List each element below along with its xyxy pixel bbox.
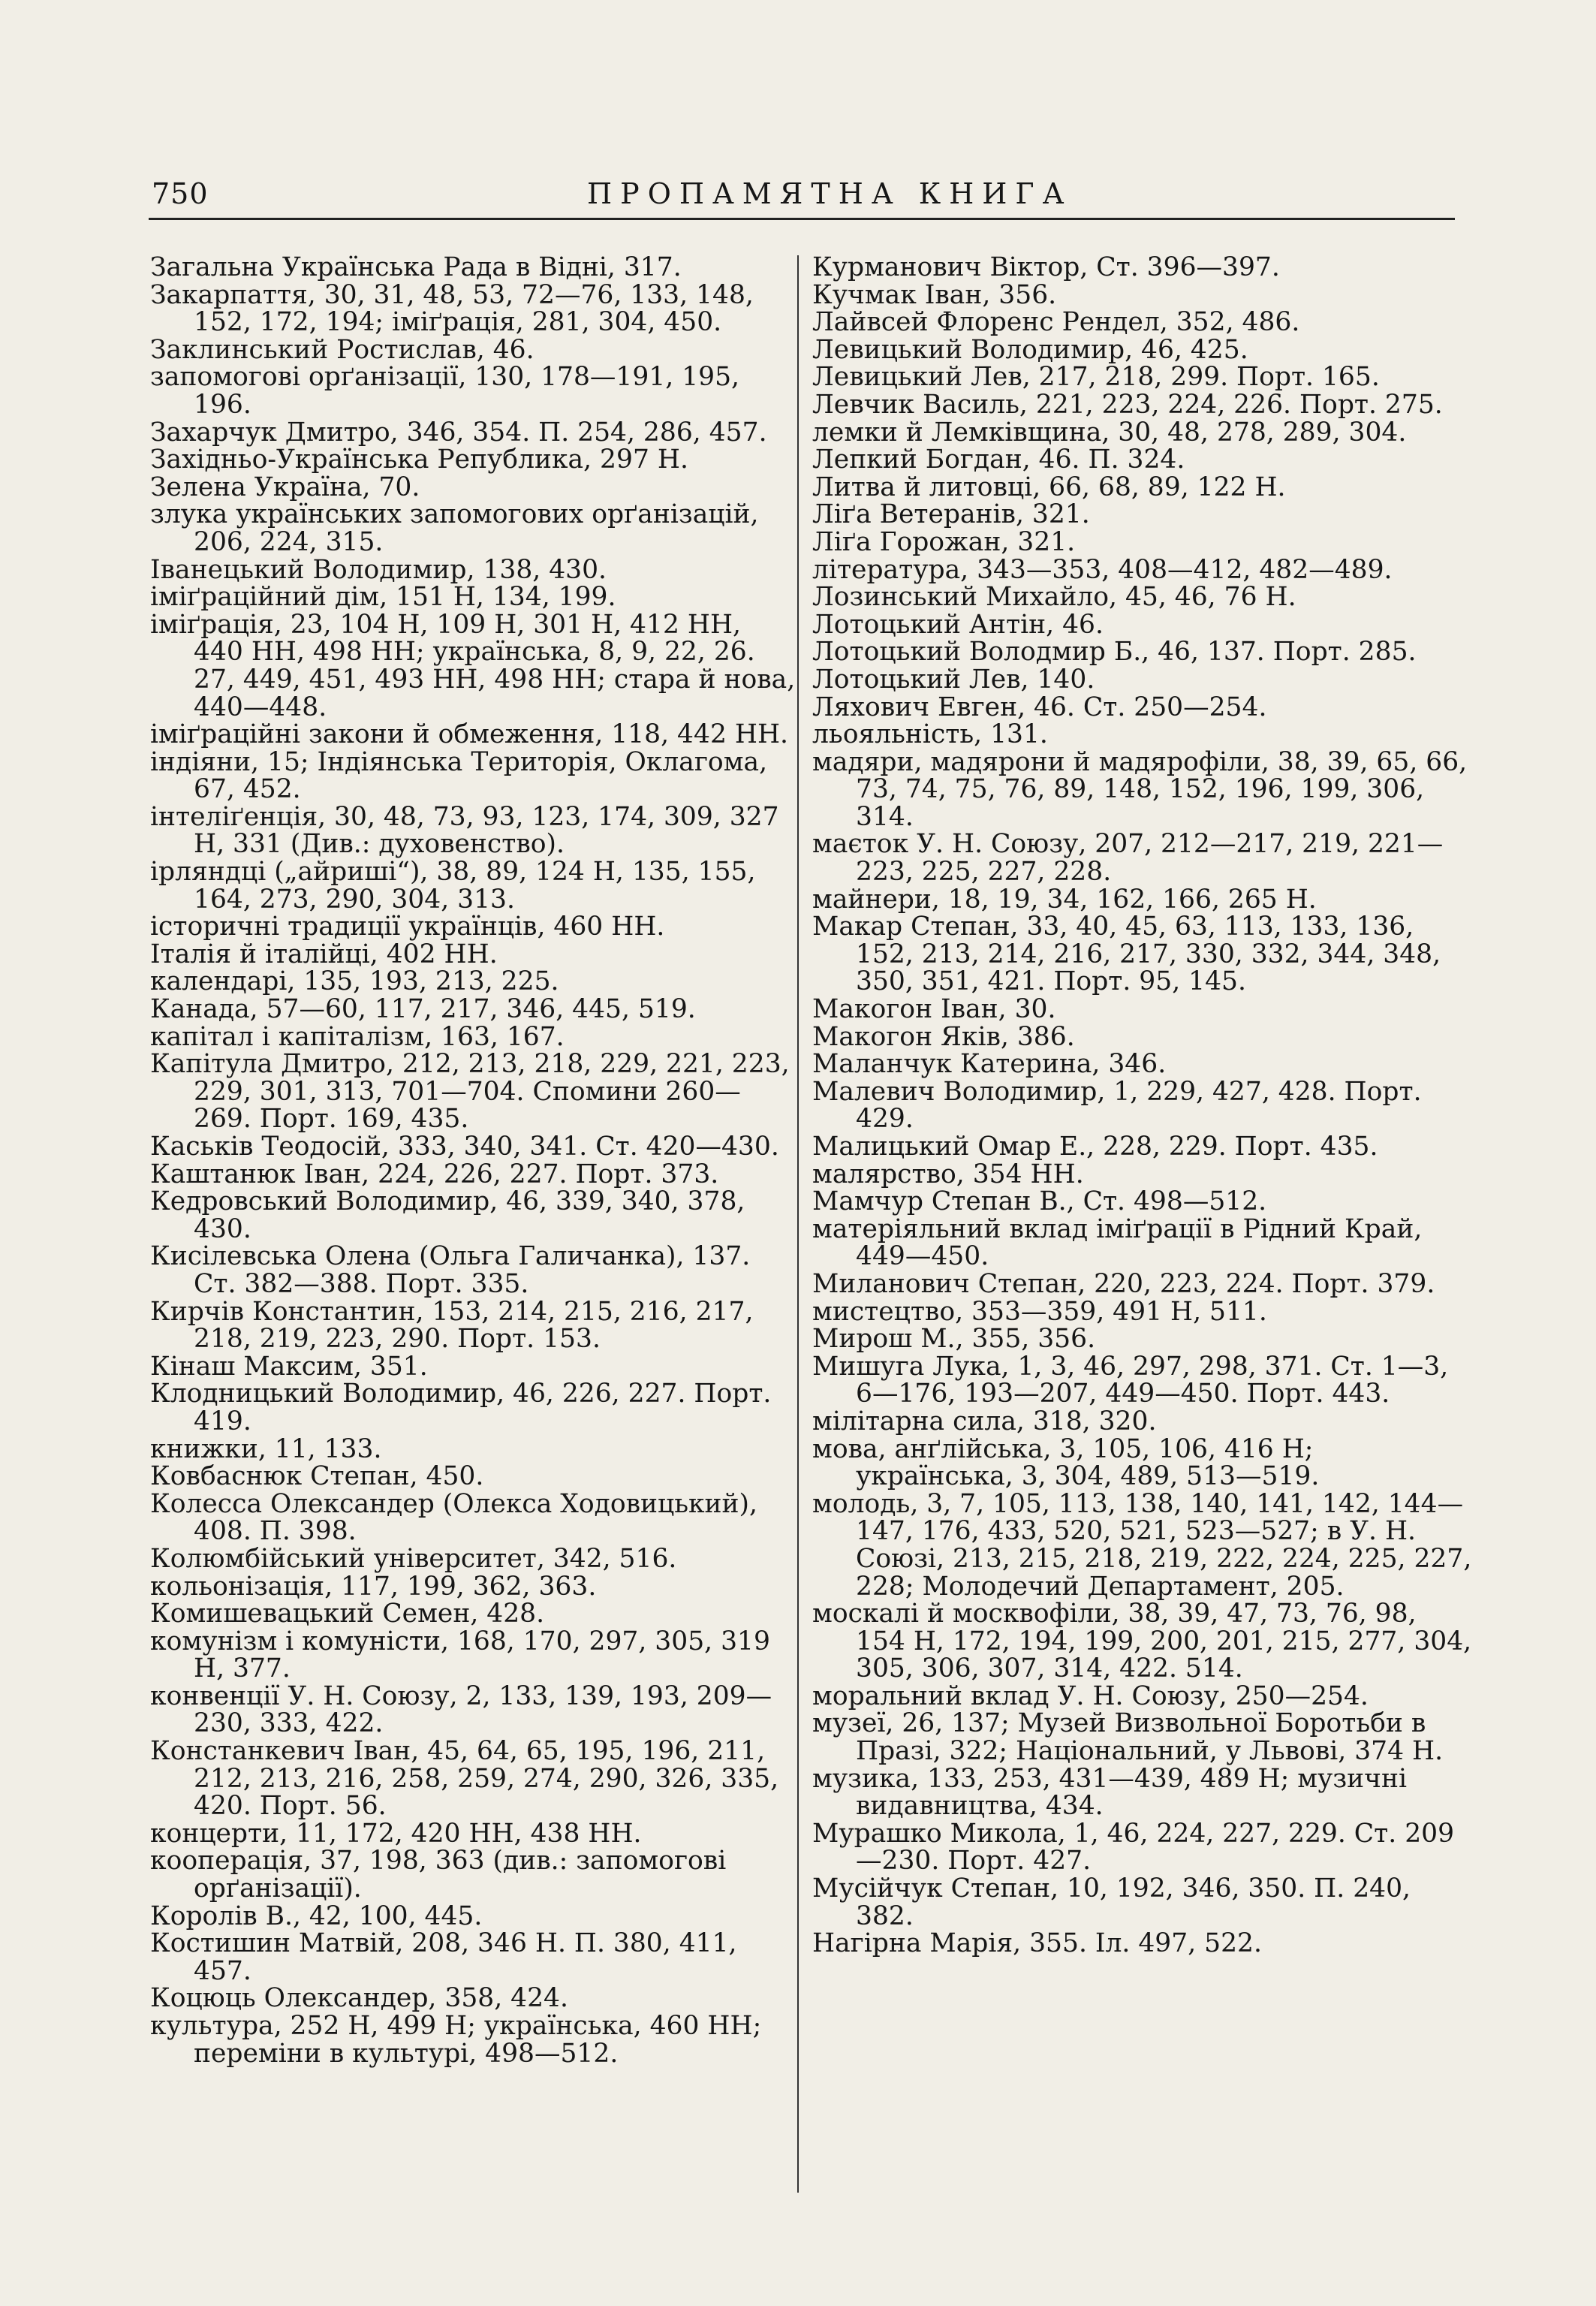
index-entry: Лайвсей Флоренс Рендел, 352, 486.	[812, 307, 1300, 338]
index-entry: Лотоцький Антін, 46.	[812, 609, 1104, 640]
header-rule	[149, 218, 1455, 220]
index-entry: Зелена Україна, 70.	[150, 472, 420, 502]
index-entry: Маланчук Катерина, 346.	[812, 1049, 1167, 1080]
index-entry: Лозинський Михайло, 45, 46, 76 Н.	[812, 582, 1296, 613]
index-entry: культура, 252 Н, 499 Н; українська, 460 НН; переміни в культурі, 498—512.	[150, 2011, 762, 2069]
index-entry: Західньо-Українська Република, 297 Н.	[150, 445, 688, 475]
index-entry: Королів В., 42, 100, 445.	[150, 1901, 483, 1931]
index-entry: Малицький Омар Е., 228, 229. Порт. 435.	[812, 1132, 1378, 1162]
index-entry: Лотоцький Володмир Б., 46, 137. Порт. 285.	[812, 637, 1417, 668]
index-entry: Лотоцький Лев, 140.	[812, 664, 1095, 695]
index-entry: молодь, 3, 7, 105, 113, 138, 140, 141, 142, 144—147, 176, 433, 520, 521, 523—527; в У. Н. Союзі, 213, 215, 218, 219, 222, 224, 225, 227, 228; Молодечий Департамент, 205.	[812, 1488, 1472, 1602]
index-entry: Макар Степан, 33, 40, 45, 63, 113, 133, 136, 152, 213, 214, 216, 217, 330, 332, 344, 348, 350, 351, 421. Порт. 95, 145.	[812, 912, 1441, 997]
index-entry: Миланович Степан, 220, 223, 224. Порт. 379.	[812, 1268, 1435, 1299]
index-entry: Мишуга Лука, 1, 3, 46, 297, 298, 371. Ст. 1—3, 6—176, 193—207, 449—450. Порт. 443.	[812, 1351, 1449, 1409]
index-entry: мадяри, мадярони й мадярофіли, 38, 39, 65, 66, 73, 74, 75, 76, 89, 148, 152, 196, 199, 306, 314.	[812, 746, 1468, 832]
index-entry: кольонізація, 117, 199, 362, 363.	[150, 1571, 597, 1602]
index-entry: Іванецький Володимир, 138, 430.	[150, 554, 607, 585]
index-entry: Капітула Дмитро, 212, 213, 218, 229, 221, 223, 229, 301, 313, 701—704. Спомини 260—269. Порт. 169, 435.	[150, 1049, 790, 1135]
index-entry: іміґраційний дім, 151 Н, 134, 199.	[150, 582, 616, 613]
index-entry: мілітарна сила, 318, 320.	[812, 1406, 1157, 1436]
index-entry: Левицький Лев, 217, 218, 299. Порт. 165.	[812, 362, 1380, 393]
index-entry: Малевич Володимир, 1, 229, 427, 428. Порт. 429.	[812, 1076, 1422, 1135]
index-entry: Колесса Олександер (Олекса Ходовицький), 408. П. 398.	[150, 1488, 757, 1547]
index-entry: Нагірна Марія, 355. Іл. 497, 522.	[812, 1928, 1262, 1959]
index-entry: моральний вклад У. Н. Союзу, 250—254.	[812, 1681, 1369, 1711]
index-entry: Мусійчук Степан, 10, 192, 346, 350. П. 240, 382.	[812, 1873, 1411, 1931]
index-entry: злука українських запомогових орґанізацій, 206, 224, 315.	[150, 499, 759, 557]
index-entry: кооперація, 37, 198, 363 (див.: запомогові орґанізації).	[150, 1846, 727, 1904]
index-entry: Кедровський Володимир, 46, 339, 340, 378, 430.	[150, 1186, 745, 1244]
index-entry: Литва й литовці, 66, 68, 89, 122 Н.	[812, 472, 1286, 502]
index-entry: календарі, 135, 193, 213, 225.	[150, 966, 559, 997]
index-entry: льояльність, 131.	[812, 719, 1048, 750]
index-entry: Кисілевська Олена (Ольга Галичанка), 137. Ст. 382—388. Порт. 335.	[150, 1241, 751, 1299]
page-number: 750	[152, 177, 209, 210]
column-divider	[797, 255, 799, 2193]
index-entry: комунізм і комуністи, 168, 170, 297, 305, 319 Н, 377.	[150, 1626, 770, 1684]
index-entry: Курманович Віктор, Ст. 396—397.	[812, 254, 1280, 282]
index-entry: Мирош М., 355, 356.	[812, 1324, 1096, 1355]
index-entry: Коцюць Олександер, 358, 424.	[150, 1983, 568, 2014]
index-entry: лемки й Лемківщина, 30, 48, 278, 289, 304.	[812, 417, 1407, 448]
index-entry: Каштанюк Іван, 224, 226, 227. Порт. 373.	[150, 1159, 719, 1189]
index-column-right	[812, 254, 1473, 2191]
index-entry: індіяни, 15; Індіянська Територія, Оклагома, 67, 452.	[150, 746, 768, 805]
index-entry: Колюмбійський університет, 342, 516.	[150, 1543, 677, 1574]
index-entry: Загальна Українська Рада в Відні, 317.	[150, 254, 682, 282]
index-entry: Мурашко Микола, 1, 46, 224, 227, 229. Ст. 209—230. Порт. 427.	[812, 1818, 1455, 1876]
index-entry: Ляхович Евген, 46. Ст. 250—254.	[812, 692, 1267, 722]
index-entry: інтеліґенція, 30, 48, 73, 93, 123, 174, 309, 327 Н, 331 (Див.: духовенство).	[150, 801, 779, 860]
index-entry: Комишевацький Семен, 428.	[150, 1599, 545, 1629]
index-entry: Левчик Василь, 221, 223, 224, 226. Порт. 275.	[812, 389, 1443, 420]
index-entry: Констанкевич Іван, 45, 64, 65, 195, 196, 211, 212, 213, 216, 258, 259, 274, 290, 326, 335, 420. Порт. 56.	[150, 1736, 779, 1822]
index-entry: Заклинський Ростислав, 46.	[150, 334, 535, 365]
index-entry: капітал і капіталізм, 163, 167.	[150, 1021, 565, 1052]
index-entry: Лепкий Богдан, 46. П. 324.	[812, 445, 1185, 475]
index-entry: Ліґа Горожан, 321.	[812, 526, 1076, 557]
index-entry: Ліґа Ветеранів, 321.	[812, 499, 1090, 530]
index-entry: Кучмак Іван, 356.	[812, 279, 1057, 310]
index-entry: Левицький Володимир, 46, 425.	[812, 334, 1248, 365]
index-entry: Ковбаснюк Степан, 450.	[150, 1461, 484, 1492]
index-entry: Захарчук Дмитро, 346, 354. П. 254, 286, 457.	[150, 417, 767, 448]
index-entry: мистецтво, 353—359, 491 Н, 511.	[812, 1296, 1267, 1327]
index-entry: Канада, 57—60, 117, 217, 346, 445, 519.	[150, 994, 696, 1025]
index-entry: маєток У. Н. Союзу, 207, 212—217, 219, 221—223, 225, 227, 228.	[812, 829, 1444, 888]
index-entry: майнери, 18, 19, 34, 162, 166, 265 Н.	[812, 884, 1317, 915]
index-entry: матеріяльний вклад іміґрації в Рідний Край, 449—450.	[812, 1213, 1423, 1272]
index-entry: малярство, 354 НН.	[812, 1159, 1084, 1189]
index-entry: іміґрація, 23, 104 Н, 109 Н, 301 Н, 412 НН, 440 НН, 498 НН; українська, 8, 9, 22, 26. 27, 449, 451, 493 НН, 498 НН; стара й нова, 440—448.	[150, 609, 796, 722]
index-entry: ірляндці („айриші“), 38, 89, 124 Н, 135, 155, 164, 273, 290, 304, 313.	[150, 857, 756, 915]
index-column-left	[150, 254, 796, 2191]
index-entry: книжки, 11, 133.	[150, 1433, 382, 1464]
index-entry: музика, 133, 253, 431—439, 489 Н; музичні видавництва, 434.	[812, 1763, 1407, 1822]
index-entry: Мамчур Степан В., Ст. 498—512.	[812, 1186, 1267, 1217]
index-entry: музеї, 26, 137; Музей Визвольної Боротьби в Празі, 322; Національний, у Львові, 374 Н.	[812, 1708, 1444, 1767]
index-entry: запомогові орґанізації, 130, 178—191, 195, 196.	[150, 362, 740, 420]
index-entry: історичні традиції українців, 460 НН.	[150, 912, 665, 942]
index-entry: література, 343—353, 408—412, 482—489.	[812, 554, 1393, 585]
index-entry: конвенції У. Н. Союзу, 2, 133, 139, 193, 209—230, 333, 422.	[150, 1681, 772, 1739]
index-entry: Кирчів Константин, 153, 214, 215, 216, 217, 218, 219, 223, 290. Порт. 153.	[150, 1296, 754, 1355]
running-title: ПРОПАМЯТНА КНИГА	[587, 177, 1073, 210]
index-entry: концерти, 11, 172, 420 НН, 438 НН.	[150, 1818, 642, 1849]
index-entry: Кінаш Максим, 351.	[150, 1351, 428, 1382]
index-entry: Клодницький Володимир, 46, 226, 227. Порт. 419.	[150, 1379, 772, 1436]
index-entry: іміґраційні закони й обмеження, 118, 442 НН.	[150, 719, 789, 750]
index-entry: Костишин Матвій, 208, 346 Н. П. 380, 411, 457.	[150, 1928, 737, 1986]
index-entry: мова, анґлійська, 3, 105, 106, 416 Н; українська, 3, 304, 489, 513—519.	[812, 1433, 1320, 1492]
index-entry: Закарпаття, 30, 31, 48, 53, 72—76, 133, 148, 152, 172, 194; іміґрація, 281, 304, 450.	[150, 279, 754, 338]
index-entry: Макогон Іван, 30.	[812, 994, 1056, 1025]
index-entry: Макогон Яків, 386.	[812, 1021, 1075, 1052]
index-entry: Італія й італійці, 402 НН.	[150, 939, 498, 969]
index-entry: Каськів Теодосій, 333, 340, 341. Ст. 420—430.	[150, 1132, 779, 1162]
index-entry: москалі й москвофіли, 38, 39, 47, 73, 76, 98, 154 Н, 172, 194, 199, 200, 201, 215, 277, 304, 305, 306, 307, 314, 422. 514.	[812, 1599, 1472, 1684]
